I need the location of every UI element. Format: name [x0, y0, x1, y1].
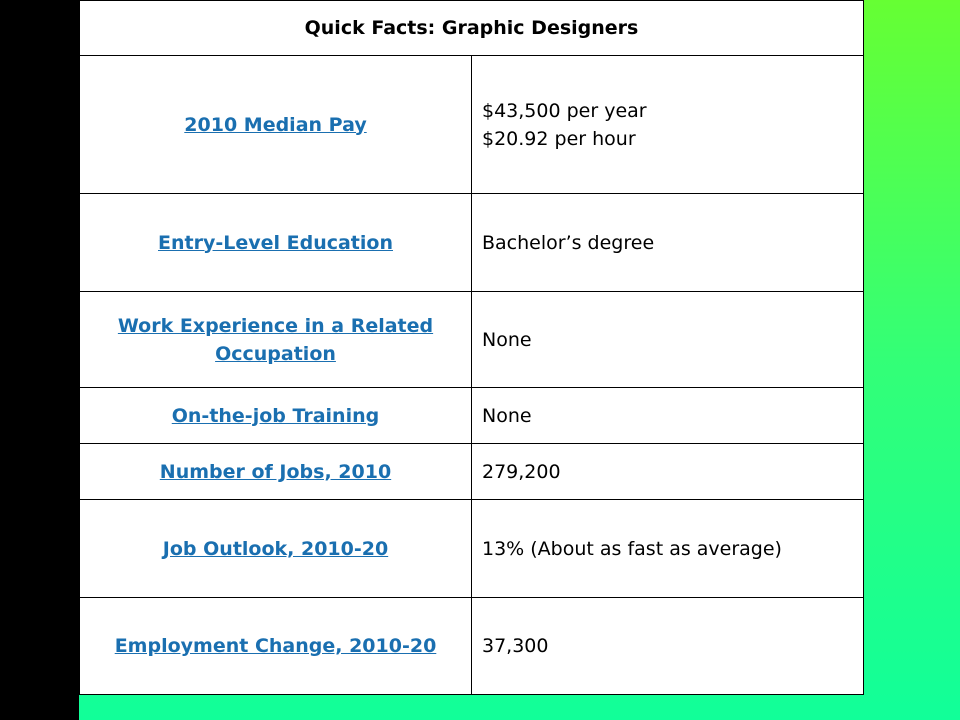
job-outlook-link[interactable]: Job Outlook, 2010-20: [162, 537, 389, 560]
table-row: [80, 292, 864, 388]
row-label-cell: [80, 598, 472, 695]
table-header-row: [80, 1, 864, 56]
median-pay-hourly: $20.92 per hour: [482, 127, 636, 150]
number-of-jobs-link[interactable]: Number of Jobs, 2010: [159, 460, 392, 483]
entry-level-education-link[interactable]: Entry-Level Education: [158, 231, 393, 254]
quick-facts-table: [79, 0, 864, 695]
table-title: Quick Facts: Graphic Designers: [80, 1, 864, 56]
employment-change-link[interactable]: Employment Change, 2010-20: [114, 635, 437, 657]
table-row: [80, 444, 864, 500]
left-black-panel: [0, 0, 79, 720]
table-row: [80, 194, 864, 292]
row-label-cell: [80, 292, 472, 388]
median-pay-yearly: $43,500 per year: [482, 99, 647, 122]
row-label-cell: [80, 388, 472, 444]
row-label-cell: [80, 444, 472, 500]
job-outlook-value: 13% (About as fast as average): [472, 500, 864, 598]
row-label-cell: [80, 56, 472, 194]
on-the-job-training-value: None: [472, 388, 864, 444]
row-label-cell: [80, 500, 472, 598]
table-row: [80, 598, 864, 695]
table-row: [80, 500, 864, 598]
entry-level-education-value: Bachelor’s degree: [472, 194, 864, 292]
median-pay-link[interactable]: 2010 Median Pay: [184, 113, 367, 136]
table-row: [80, 56, 864, 194]
employment-change-value: 37,300: [472, 598, 864, 695]
work-experience-value: None: [472, 292, 864, 388]
on-the-job-training-link[interactable]: On-the-job Training: [171, 404, 380, 427]
row-value-cell: [472, 56, 864, 194]
work-experience-link[interactable]: Work Experience in a Related Occupation: [117, 314, 434, 365]
table-row: [80, 388, 864, 444]
number-of-jobs-value: 279,200: [472, 444, 864, 500]
row-label-cell: [80, 194, 472, 292]
